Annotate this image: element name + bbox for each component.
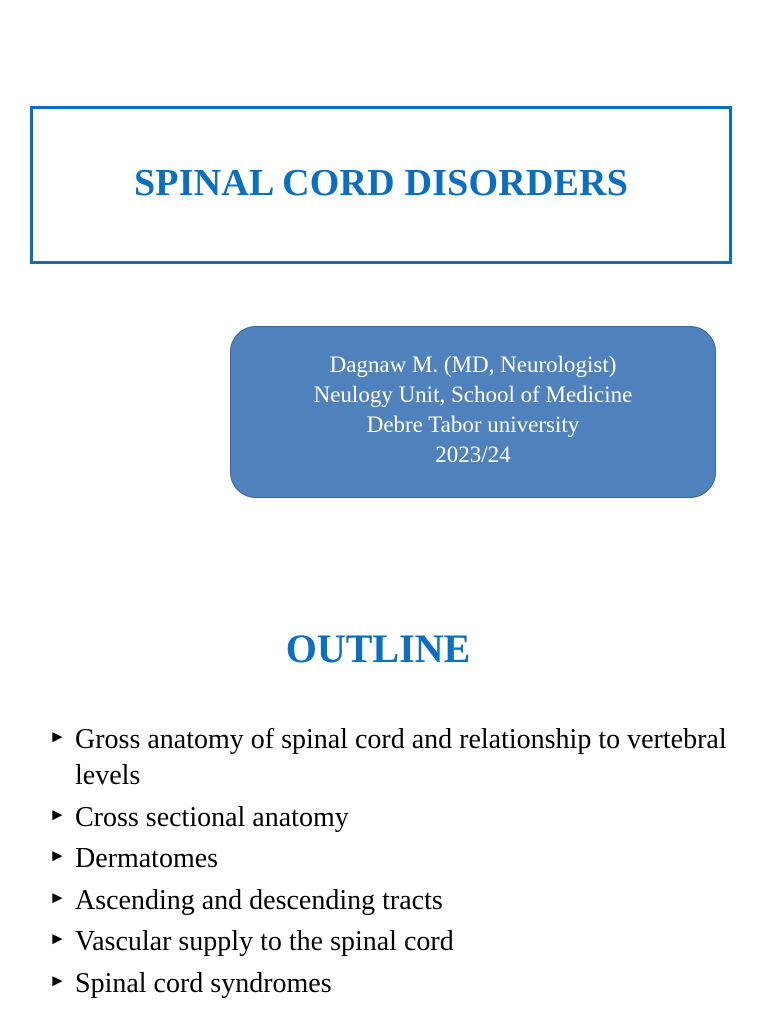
outline-item-text: Dermatomes xyxy=(75,843,219,874)
outline-item xyxy=(48,841,728,877)
author-university: Debre Tabor university xyxy=(366,412,580,437)
outline-heading: OUTLINE xyxy=(285,626,471,671)
outline-item-text: Vascular supply to the spinal cord xyxy=(75,926,454,957)
outline-item-text: Spinal cord syndromes xyxy=(75,967,332,999)
outline-item xyxy=(48,924,728,960)
right-triangle-bullet-icon: ► xyxy=(49,970,66,990)
right-triangle-bullet-icon: ► xyxy=(49,727,66,746)
author-department: Neulogy Unit, School of Medicine xyxy=(313,382,633,407)
right-triangle-bullet-icon: ► xyxy=(49,804,66,824)
right-triangle-bullet-icon: ► xyxy=(49,846,66,865)
outline-item xyxy=(48,883,728,919)
academic-year: 2023/24 xyxy=(435,442,511,467)
author-name: Dagnaw M. (MD, Neurologist) xyxy=(329,352,617,377)
right-triangle-bullet-icon: ► xyxy=(49,929,66,948)
outline-item xyxy=(48,966,728,1002)
outline-item xyxy=(48,722,728,794)
right-triangle-bullet-icon: ► xyxy=(49,887,66,907)
outline-list xyxy=(48,722,728,1007)
outline-item-text: Gross anatomy of spinal cord and relationship to vertebral levels xyxy=(75,724,727,791)
outline-item-text: Cross sectional anatomy xyxy=(75,801,349,833)
author-info-box xyxy=(230,326,716,498)
title-box xyxy=(30,106,732,264)
slide-title: SPINAL CORD DISORDERS xyxy=(133,162,629,204)
outline-item-text: Ascending and descending tracts xyxy=(75,884,443,916)
outline-item xyxy=(48,800,728,836)
